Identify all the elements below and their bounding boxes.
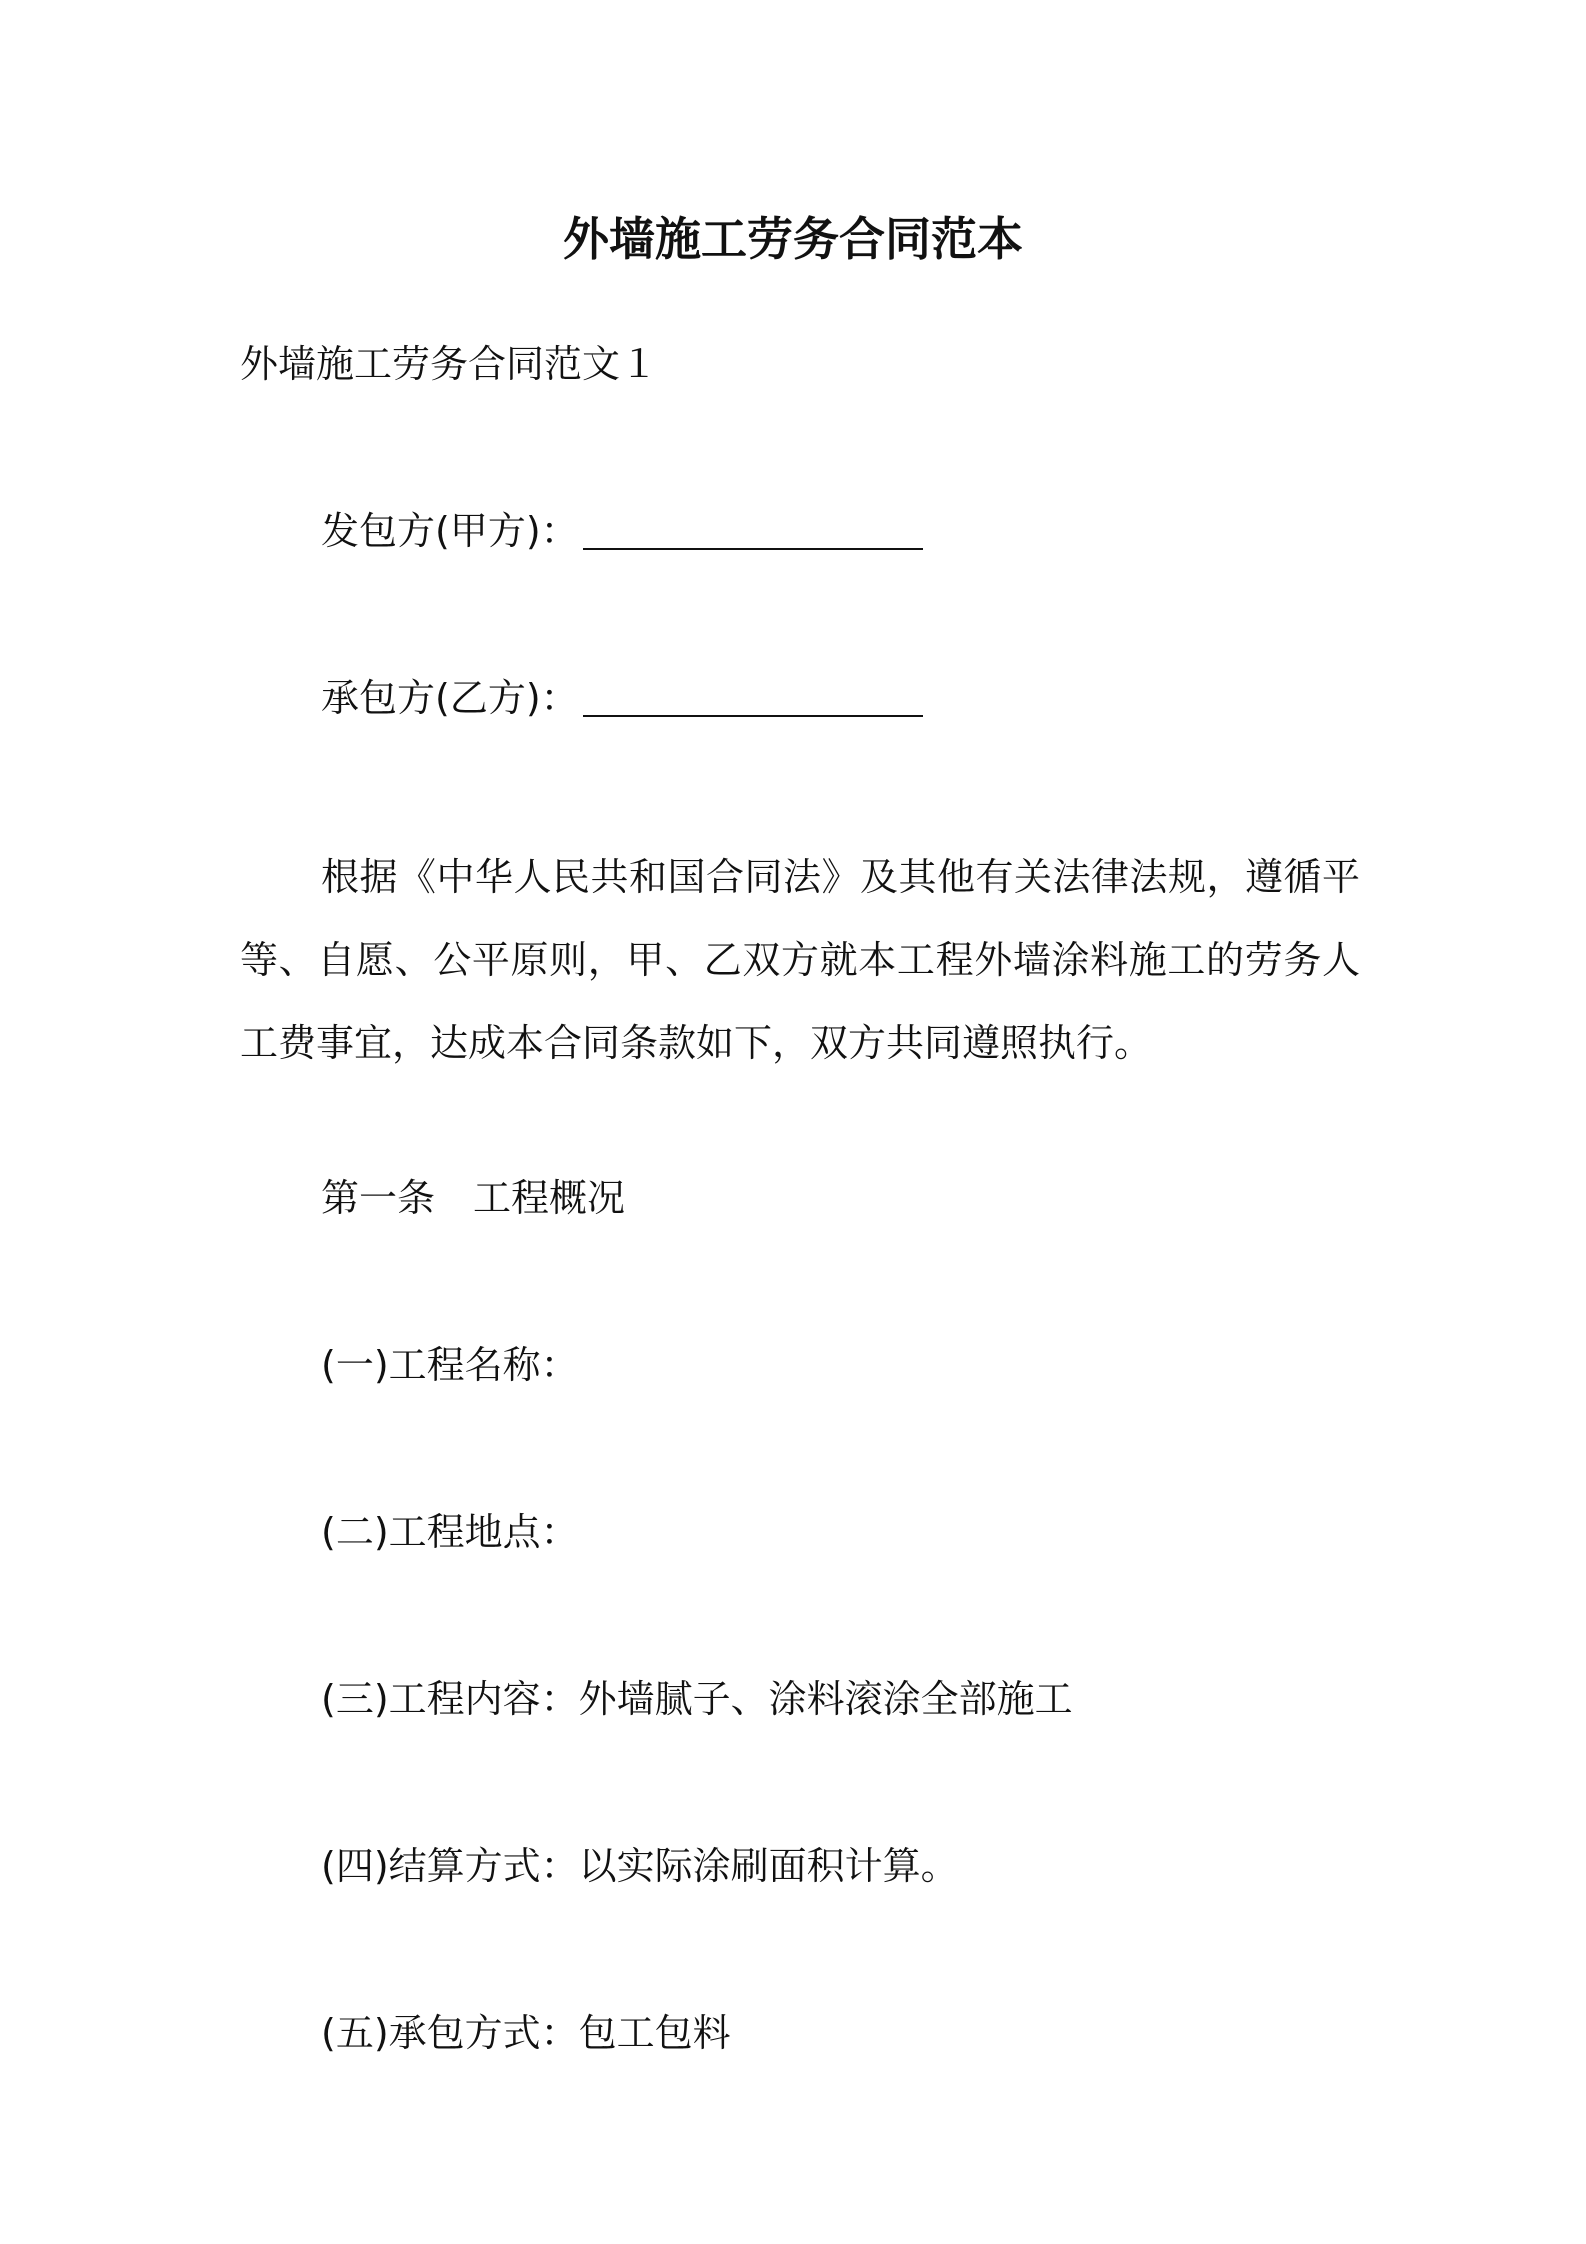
item-project-location: (二)工程地点： xyxy=(321,1510,579,1554)
party-a-line xyxy=(321,503,923,559)
party-a-blank xyxy=(583,508,923,550)
document-subtitle: 外墙施工劳务合同范文１ xyxy=(240,342,659,386)
article-1-heading: 第一条 工程概况 xyxy=(321,1176,626,1220)
party-b-label: 承包方(乙方)： xyxy=(321,676,579,720)
party-b-line xyxy=(321,670,923,726)
item-settlement-method: (四)结算方式：以实际涂刷面积计算。 xyxy=(321,1844,959,1888)
item-contract-method: (五)承包方式：包工包料 xyxy=(321,2011,731,2055)
document-title: 外墙施工劳务合同范本 xyxy=(563,212,1023,266)
intro-paragraph: 根据《中华人民共和国合同法》及其他有关法律法规，遵循平等、自愿、公平原则，甲、乙双方就本工程外墙涂料施工的劳务人工费事宜，达成本合同条款如下，双方共同遵照执行。 xyxy=(240,855,1360,1065)
item-project-content: (三)工程内容：外墙腻子、涂料滚涂全部施工 xyxy=(321,1677,1073,1721)
item-project-name: (一)工程名称： xyxy=(321,1343,579,1387)
party-b-blank xyxy=(583,675,923,717)
party-a-label: 发包方(甲方)： xyxy=(321,509,579,553)
